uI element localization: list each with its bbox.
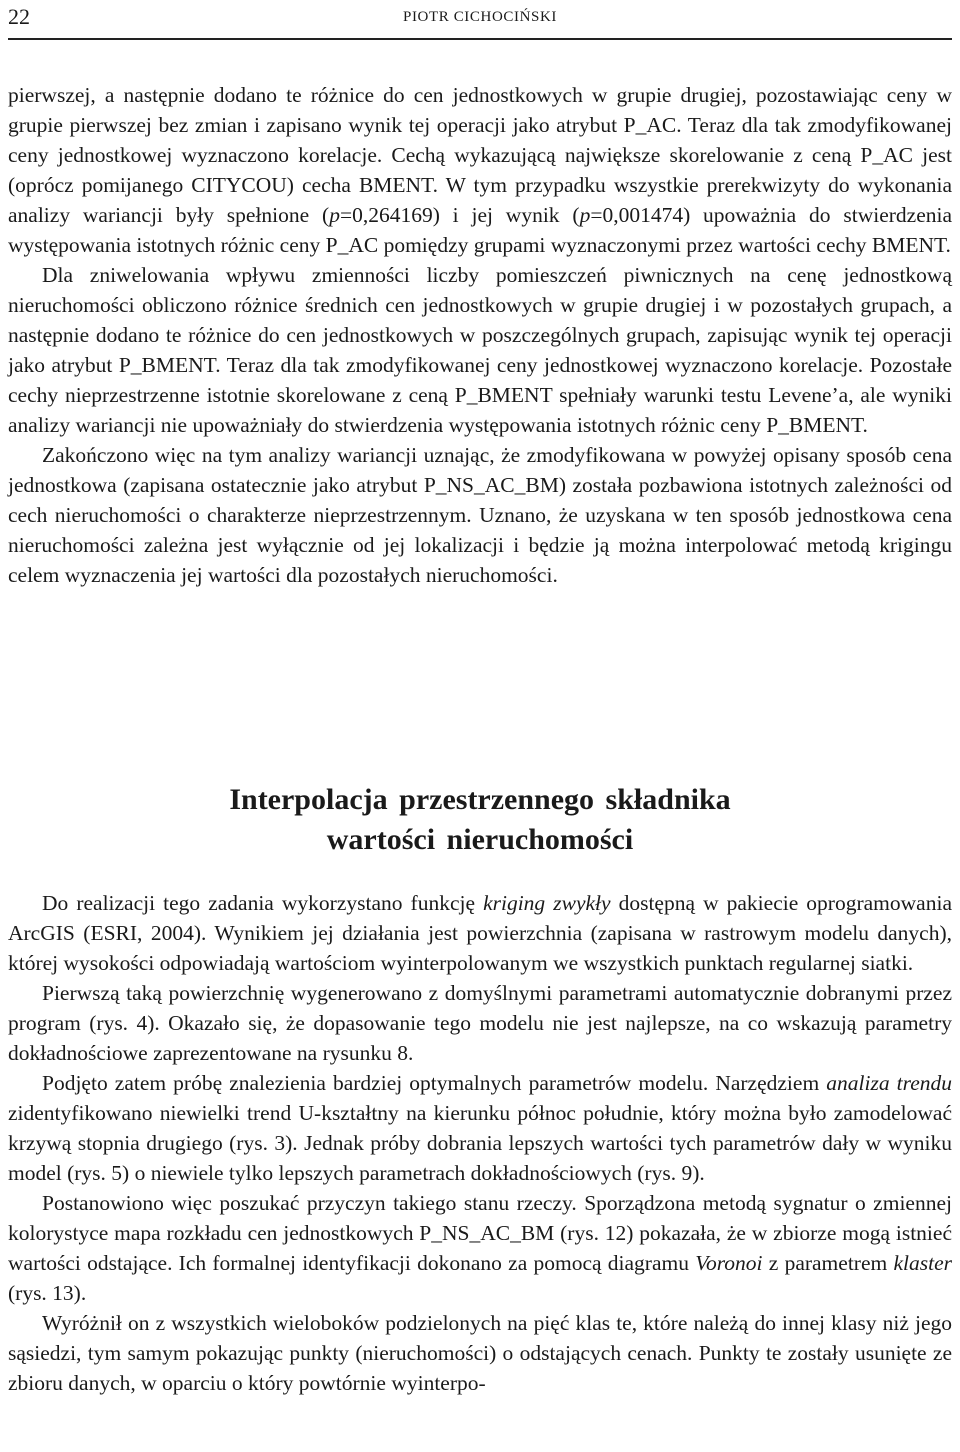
paragraph: Zakończono więc na tym analizy wariancji uznając, że zmodyfikowana w powyżej opisany sposób cena jednostkowa (zapisana ostatecznie jako atrybut P_NS_AC_BM) została pozbawiona istotnych zależności od cech nieruchomości o charakterze nieprzestrzennym. Uznano, że uzyskana w ten sposób jednostkowa cena nieruchomości zależna jest wyłącznie od jej lokalizacji i będzie ją można interpolować metodą krigingu celem wyznaczenia jej wartości dla pozostałych nieruchomości.	[8, 443, 952, 587]
page-header	[8, 0, 952, 40]
italic-term: analiza trendu	[826, 1071, 952, 1095]
section-heading-line-1: Interpolacja przestrzennego składnika	[229, 783, 731, 816]
paragraph: Dla zniwelowania wpływu zmienności liczby pomieszczeń piwnicznych na cenę jednostkową nieruchomości obliczono różnice średnich cen jednostkowych w grupie drugiej i w pozostałych grupach, a następnie dodano te różnice do cen jednostkowych w poszczególnych grupach, zapisując wynik tej operacji jako atrybut P_BMENT. Teraz dla tak zmodyfikowanej ceny jednostkowej wyznaczono korelacje. Pozostałe cechy nieprzestrzenne istotnie skorelowane z ceną P_BMENT spełniały warunki testu Levene’a, ale wyniki analizy wariancji nie upoważniały do stwierdzenia występowania istotnych różnic ceny P_BMENT.	[8, 263, 952, 437]
running-head: PIOTR CICHOCIŃSKI	[403, 9, 557, 25]
body-text-after-heading	[8, 888, 952, 1398]
italic-term: kriging zwykły	[483, 891, 611, 915]
italic-term: p	[329, 203, 340, 227]
italic-term: p	[579, 203, 591, 227]
paragraph: Postanowiono więc poszukać przyczyn takiego stanu rzeczy. Sporządzona metodą sygnatur o zmiennej kolorystyce mapa rozkładu cen jednostkowych P_NS_AC_BM (rys. 12) pokazała, że w zbiorze mogą istnieć wartości odstające. Ich formalnej identyfikacji dokonano za pomocą diagramu Voronoi z parametrem klaster (rys. 13).	[8, 1191, 953, 1305]
section-heading	[8, 780, 952, 860]
section-heading-line-2: wartości nieruchomości	[326, 823, 634, 856]
italic-term: klaster	[893, 1251, 953, 1275]
paragraph: Pierwszą taką powierzchnię wygenerowano z domyślnymi parametrami automatycznie dobranymi przez program (rys. 4). Okazało się, że dopasowanie tego modelu nie jest najlepsze, na co wskazują parametry dokładnościowe zaprezentowane na rysunku 8.	[8, 981, 952, 1065]
paragraph: Podjęto zatem próbę znalezienia bardziej optymalnych parametrów modelu. Narzędziem analiza trendu zidentyfikowano niewielki trend U-kształtny na kierunku północ południe, który można było zamodelować krzywą stopnia drugiego (rys. 3). Jednak próby dobrania lepszych wartości tych parametrów dały w wyniku model (rys. 5) o niewiele tylko lepszych parametrach dokładnościowych (rys. 9).	[8, 1071, 952, 1185]
paragraph: Do realizacji tego zadania wykorzystano funkcję kriging zwykły dostępną w pakiecie oprogramowania ArcGIS (ESRI, 2004). Wynikiem jej działania jest powierzchnia (zapisana w rastrowym modelu danych), której wysokości odpowiadają wartościom wyinterpolowanym we wszystkich punktach regularnej siatki.	[8, 891, 952, 975]
body-text-before-heading	[8, 80, 952, 590]
page-number: 22	[8, 4, 30, 29]
paragraph: Wyróżnił on z wszystkich wieloboków podzielonych na pięć klas te, które należą do innej klasy niż jego sąsiedzi, tym samym pokazując punkty (nieruchomości) o odstających cenach. Punkty te zostały usunięte ze zbioru danych, w oparciu o który powtórnie wyinterpo-	[8, 1311, 952, 1395]
paragraph: pierwszej, a następnie dodano te różnice do cen jednostkowych w grupie drugiej, pozostawiając ceny w grupie pierwszej bez zmian i zapisano wynik tej operacji jako atrybut P_AC. Teraz dla tak zmodyfikowanej ceny jednostkowej wyznaczono korelacje. Cechą wykazującą największe skorelowanie z ceną P_AC jest (oprócz pomijanego CITYCOU) cecha BMENT. W tym przypadku wszystkie prerekwizyty do wykonania analizy wariancji były spełnione (p=0,264169) i jej wynik (p=0,001474) upoważnia do stwierdzenia występowania istotnych różnic ceny P_AC pomiędzy grupami wyznaczonymi przez wartości cechy BMENT.	[8, 83, 952, 257]
italic-term: Voronoi	[695, 1251, 763, 1275]
